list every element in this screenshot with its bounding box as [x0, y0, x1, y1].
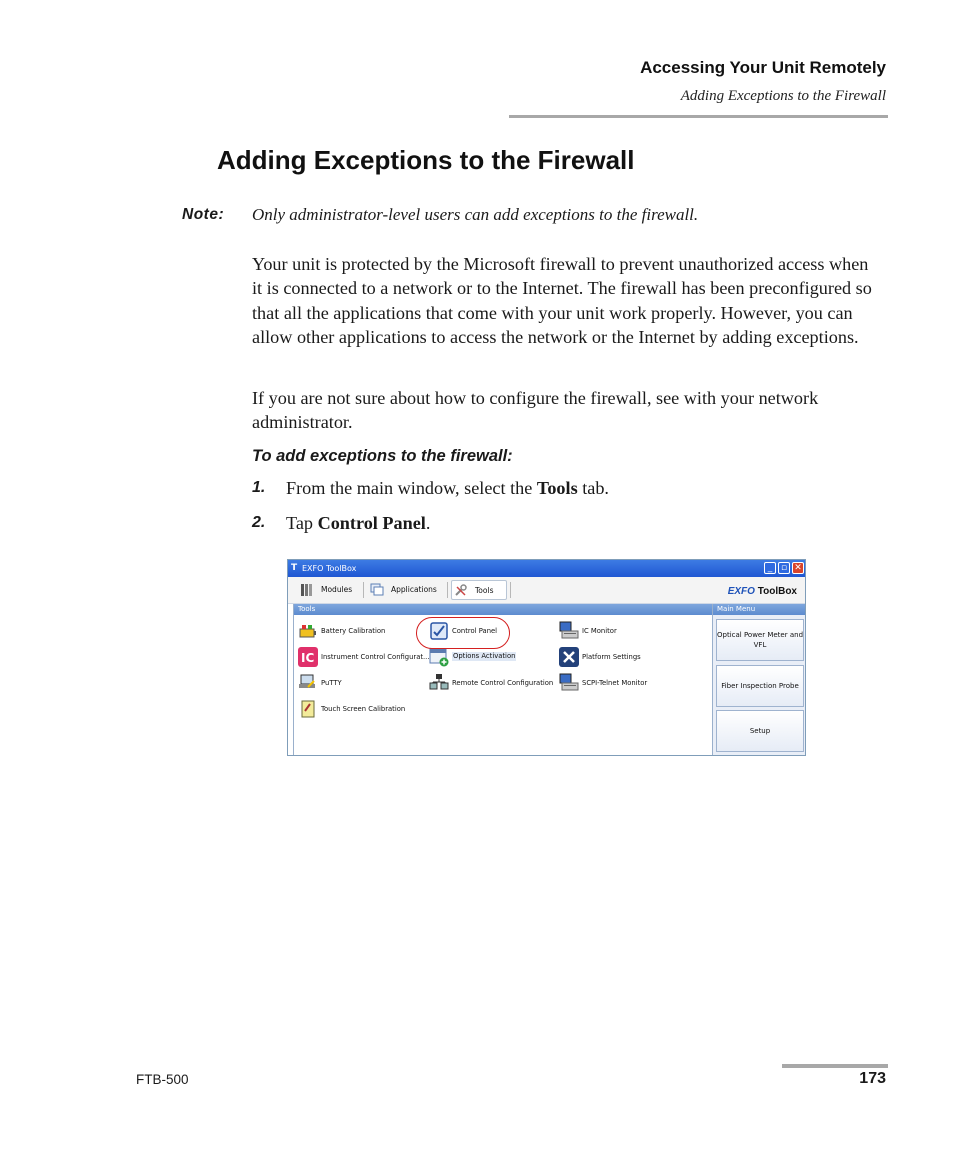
battery-calibration-icon — [298, 621, 318, 641]
close-icon[interactable]: ✕ — [792, 562, 804, 574]
step-text-part: From the main window, select the — [286, 478, 537, 498]
tool-label: Platform Settings — [582, 653, 641, 661]
instrument-control-icon — [298, 647, 318, 667]
tab-divider — [363, 582, 364, 598]
modules-icon — [300, 583, 314, 597]
brand-exfo: EXFO — [727, 586, 755, 597]
step-keyword: Tools — [536, 478, 578, 498]
tool-ic-monitor[interactable] — [559, 621, 639, 641]
ic-monitor-icon — [559, 621, 579, 641]
tool-touch-screen-calibration[interactable] — [298, 699, 423, 719]
tool-label: Control Panel — [452, 627, 498, 635]
footer-product: FTB-500 — [136, 1072, 189, 1087]
running-header-chapter: Accessing Your Unit Remotely — [640, 58, 886, 77]
tool-label: SCPI-Telnet Monitor — [582, 679, 648, 687]
menu-fiber-inspection-probe[interactable] — [716, 665, 804, 707]
tab-modules[interactable] — [298, 580, 360, 600]
brand-toolbox: ToolBox — [757, 586, 797, 597]
menu-setup[interactable] — [716, 710, 804, 752]
tool-label: Instrument Control Configurat... — [321, 653, 430, 661]
applications-icon — [370, 583, 384, 597]
step-text — [286, 478, 609, 499]
note-label: Note: — [182, 206, 225, 223]
options-activation-icon — [429, 647, 449, 667]
step-keyword: Control Panel — [317, 513, 426, 533]
remote-control-icon — [429, 673, 449, 693]
step-text-part: tab. — [577, 478, 609, 498]
tools-panel-header: Tools — [294, 604, 712, 615]
toolbox-screenshot — [287, 559, 806, 756]
window-titlebar — [288, 560, 805, 577]
header-rule — [509, 115, 888, 118]
tool-label: PuTTY — [321, 679, 342, 687]
menu-label: Optical Power Meter and VFL — [717, 631, 804, 649]
tool-label: IC Monitor — [582, 627, 617, 635]
tool-label: Touch Screen Calibration — [321, 705, 406, 713]
tab-divider — [510, 582, 511, 598]
section-title: Adding Exceptions to the Firewall — [217, 145, 635, 175]
tools-icon — [454, 584, 468, 598]
tool-label: Battery Calibration — [321, 627, 386, 635]
main-menu-panel — [712, 604, 806, 755]
tool-options-activation[interactable] — [429, 647, 519, 667]
step-text-part: Tap — [286, 513, 318, 533]
tab-label: Applications — [391, 585, 437, 594]
tab-label: Modules — [321, 585, 353, 594]
tab-label: Tools — [475, 586, 494, 595]
app-icon: T — [291, 563, 298, 573]
note-text: Only administrator-level users can add exceptions to the firewall. — [252, 205, 699, 224]
tool-platform-settings[interactable] — [559, 647, 649, 667]
step-number: 2. — [252, 514, 266, 531]
svg-text:IC: IC — [301, 651, 315, 665]
footer-rule — [782, 1064, 888, 1068]
step-text — [286, 513, 430, 534]
tool-remote-control-configuration[interactable] — [429, 673, 554, 693]
tool-label: Remote Control Configuration — [452, 679, 554, 687]
tool-putty[interactable] — [298, 673, 378, 693]
restore-icon[interactable]: ▫ — [778, 562, 790, 574]
minimize-icon[interactable]: _ — [764, 562, 776, 574]
tool-battery-calibration[interactable] — [298, 621, 413, 641]
step-text-part: . — [425, 513, 431, 533]
tool-label: Options Activation — [453, 652, 516, 660]
menu-label: Setup — [749, 727, 771, 735]
tool-scpi-telnet-monitor[interactable] — [559, 673, 659, 693]
putty-icon — [298, 673, 318, 693]
touch-screen-calibration-icon — [298, 699, 318, 719]
tab-divider — [447, 582, 448, 598]
running-header-section: Adding Exceptions to the Firewall — [680, 88, 886, 104]
tab-tools[interactable] — [451, 580, 507, 600]
tab-bar — [288, 577, 805, 604]
menu-label: Fiber Inspection Probe — [721, 682, 799, 690]
main-menu-header: Main Menu — [713, 604, 806, 615]
admin-paragraph: If you are not sure about how to configure the firewall, see with your network administrator. — [252, 388, 819, 433]
window-title: EXFO ToolBox — [302, 564, 357, 573]
scpi-telnet-icon — [559, 673, 579, 693]
intro-paragraph: Your unit is protected by the Microsoft firewall to prevent unauthorized access when it is connected to a network or to the Internet. The firewall has been preconfigured so that all the applications that come with your unit work properly. However, you can allow other applications to access the network or the Internet by adding exceptions. — [252, 254, 872, 348]
step-number: 1. — [252, 479, 266, 496]
menu-optical-power-meter[interactable] — [716, 619, 804, 661]
procedure-title: To add exceptions to the firewall: — [252, 447, 513, 465]
page-number: 173 — [859, 1070, 886, 1087]
tab-applications[interactable] — [368, 580, 443, 600]
exfo-toolbox-logo — [728, 586, 797, 597]
tool-instrument-control[interactable] — [298, 647, 430, 667]
control-panel-highlight — [416, 617, 510, 649]
platform-settings-icon — [559, 647, 579, 667]
